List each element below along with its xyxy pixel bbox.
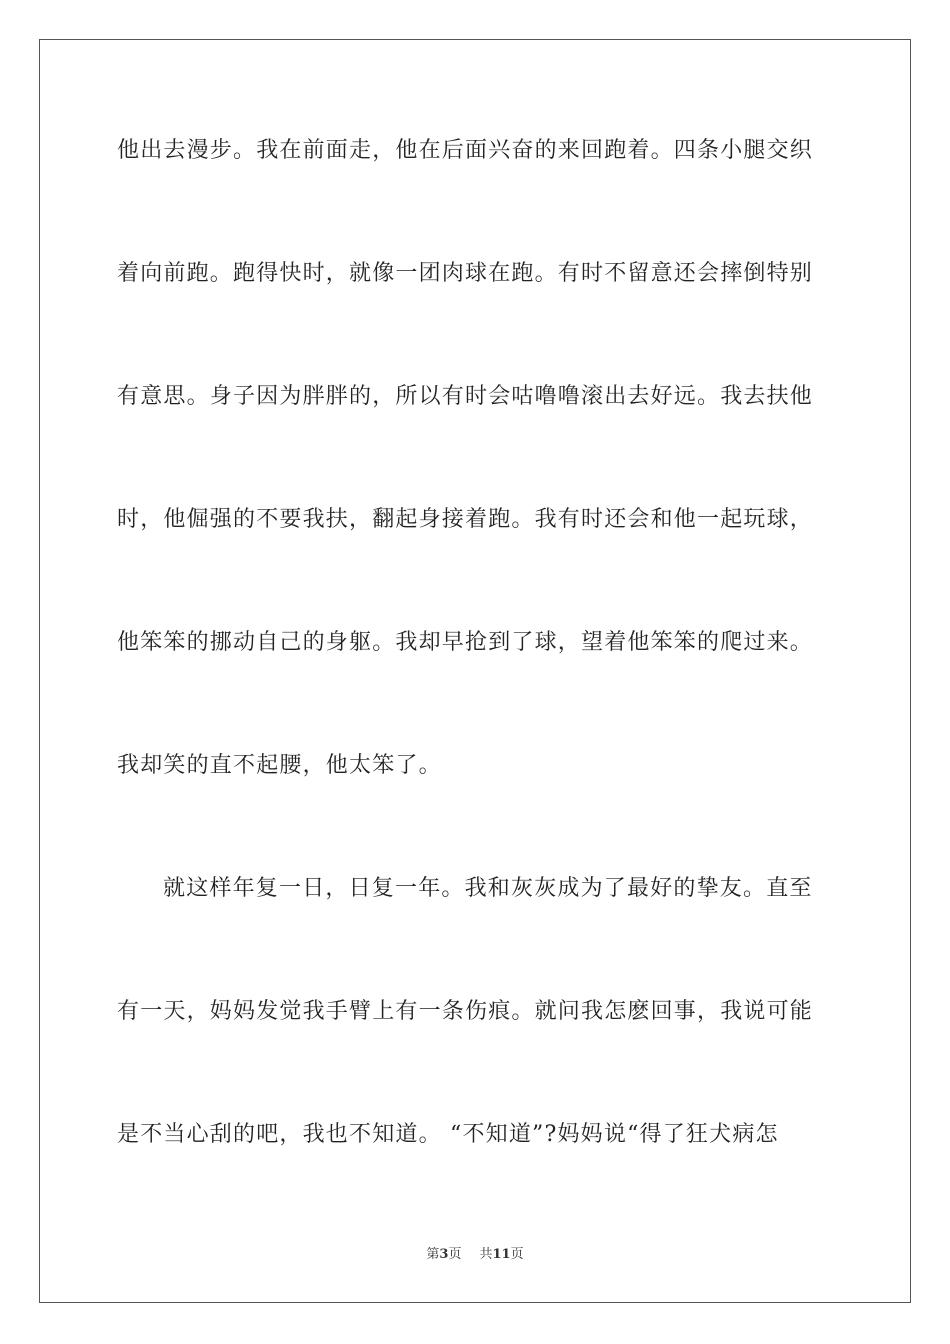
body-text-line: 他笨笨的挪动自己的身躯。我却早抢到了球，望着他笨笨的爬过来。: [117, 630, 814, 655]
body-text-line: 有一天，妈妈发觉我手臂上有一条伤痕。就问我怎麽回事，我说可能: [117, 999, 814, 1024]
paragraph-first-line: 就这样年复一日，日复一年。我和灰灰成为了最好的挚友。直至: [163, 876, 813, 901]
footer-page-suffix: 页: [448, 1247, 462, 1262]
footer-page-prefix: 第: [426, 1247, 440, 1262]
body-text-line: 有意思。身子因为胖胖的，所以有时会咕噜噜滚出去好远。我去扶他: [117, 384, 814, 409]
page-frame: [39, 39, 911, 1303]
page-footer: [0, 1246, 950, 1264]
footer-total-pages: 11: [492, 1247, 511, 1262]
footer-total-suffix: 页: [510, 1247, 524, 1262]
body-text-line: 时，他倔强的不要我扶，翻起身接着跑。我有时还会和他一起玩球，: [117, 507, 814, 532]
body-text-line: 他出去漫步。我在前面走，他在后面兴奋的来回跑着。四条小腿交织: [117, 138, 814, 163]
body-text-line: 是不当心刮的吧，我也不知道。 “不知道”?妈妈说“得了狂犬病怎: [117, 1122, 779, 1147]
body-text-line: 着向前跑。跑得快时，就像一团肉球在跑。有时不留意还会摔倒特别: [117, 261, 814, 286]
footer-total-prefix: 共: [479, 1247, 493, 1262]
body-text-line: 我却笑的直不起腰，他太笨了。: [117, 753, 442, 778]
footer-page-number: 3: [439, 1247, 449, 1262]
